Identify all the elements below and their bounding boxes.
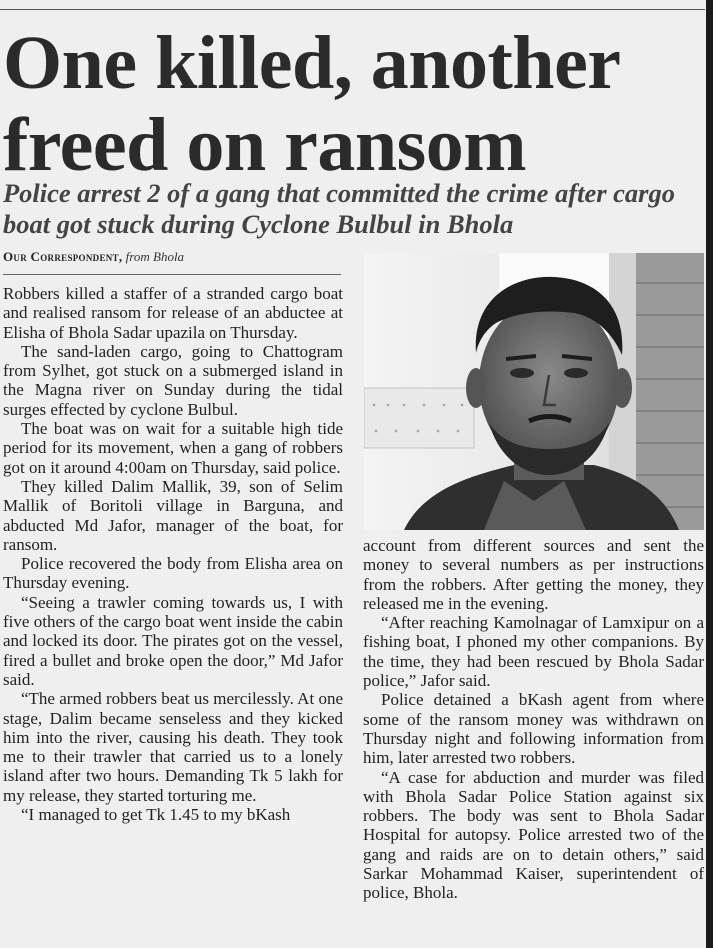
suspect-photo [364, 253, 704, 530]
byline-location: from Bhola [125, 249, 185, 264]
paragraph: account from different sources and sent the money to several numbers as per instructions from the robbers. After getting the money, they released me in the evening. [363, 536, 704, 613]
paragraph: The sand-laden cargo, going to Chattogram from Sylhet, got stuck on a submerged island in the Magna river on Sunday during the tidal surges effected by cyclone Bulbul. [3, 341, 343, 419]
byline-name: Our Correspondent, [3, 249, 123, 264]
article-column-left [3, 284, 343, 824]
page-edge [706, 0, 713, 948]
article-column-right [363, 536, 704, 903]
paragraph: Robbers killed a staffer of a stranded cargo boat and realised ransom for release of an abductee at Elisha of Bhola Sadar upazila on Thursday. [3, 284, 343, 342]
paragraph: The boat was on wait for a suitable high tide period for its movement, when a gang of robbers got on it around 4:00am on Thursday, said police. [3, 419, 343, 477]
paragraph: Police detained a bKash agent from where some of the ransom money was withdrawn on Thursday night and following information from him, later arrested two robbers. [363, 690, 704, 768]
headline: One killed, another freed on ransom [3, 21, 620, 187]
byline [3, 249, 184, 265]
paragraph: “After reaching Kamolnagar of Lamxipur on a fishing boat, I phoned my other companions. By the time, they had been rescued by Bhola Sadar police,” Jafor said. [363, 613, 704, 691]
top-rule [0, 9, 705, 10]
paragraph: “The armed robbers beat us mercilessly. At one stage, Dalim became senseless and they kicked him into the river, causing his death. They took me to their trawler that carried us to a lonely island after two hours. Demanding Tk 5 lakh for my release, they started torturing me. [3, 689, 343, 805]
deck-subheadline: Police arrest 2 of a gang that committed the crime after cargo boat got stuck during Cyclone Bulbul in Bhola [3, 178, 675, 239]
column-rule [3, 274, 341, 275]
paragraph: They killed Dalim Mallik, 39, son of Selim Mallik of Boritoli village in Barguna, and abducted Md Jafor, manager of the boat, for ransom. [3, 476, 343, 554]
paragraph: “I managed to get Tk 1.45 to my bKash [21, 805, 291, 825]
paragraph: “Seeing a trawler coming towards us, I with five others of the cargo boat went inside the cabin and locked its door. The pirates got on the vessel, fired a bullet and broke open the door,” Md Jafor said. [3, 592, 343, 689]
paragraph: “A case for abduction and murder was filed with Bhola Sadar Police Station against six robbers. The body was sent to Bhola Sadar Hospital for autopsy. Police arrested two of the gang and raids are on to detain others,” said Sarkar Mohammad Kaiser, superintendent of police, Bhola. [363, 767, 704, 903]
paragraph: Police recovered the body from Elisha area on Thursday evening. [3, 554, 343, 593]
